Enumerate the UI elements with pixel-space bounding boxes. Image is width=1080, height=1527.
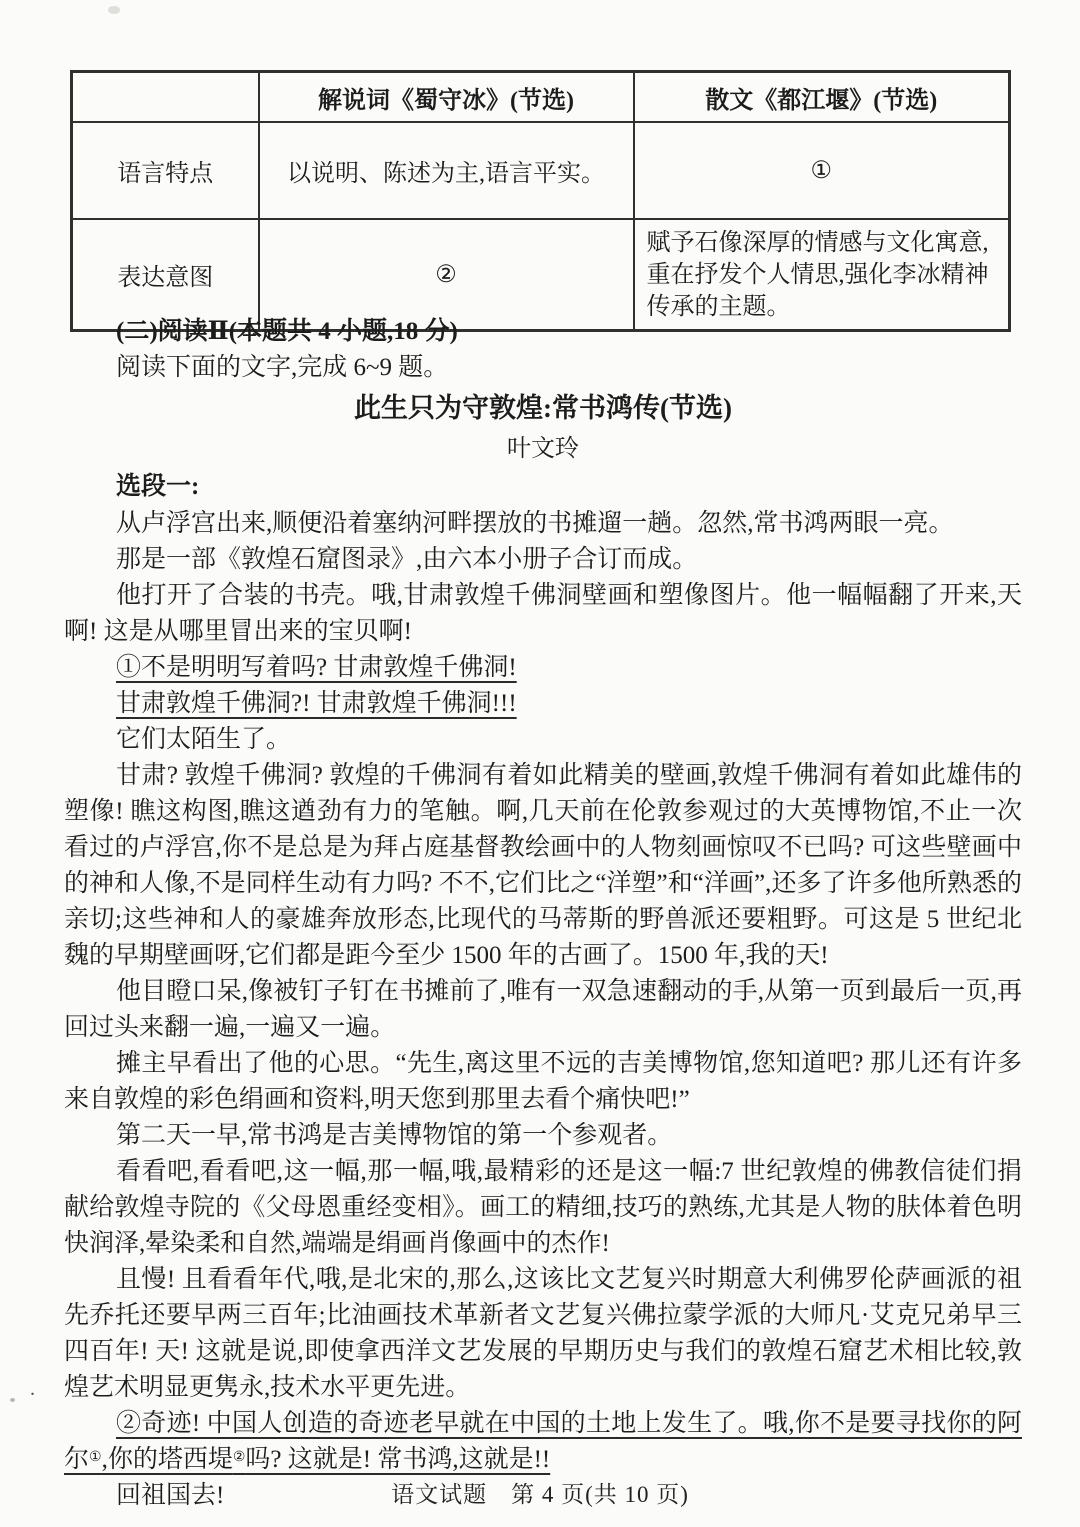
cell-language-commentary: 以说明、陈述为主,语言平实。	[259, 122, 634, 219]
footnote-ref-1: ①	[89, 1450, 102, 1465]
underlined-text-part: ②奇迹! 中国人创造的奇迹老早就在中国的土地上发生了。哦,你不是要寻找你的阿尔	[64, 1410, 1022, 1473]
scan-artifact-dot	[10, 1398, 15, 1402]
scan-artifact-mark: .	[30, 1378, 35, 1400]
row-label-expressive-intent: 表达意图	[72, 219, 259, 331]
cell-blank-1: ①	[634, 122, 1010, 219]
paragraph: 甘肃? 敦煌千佛洞? 敦煌的千佛洞有着如此精美的壁画,敦煌千佛洞有着如此雄伟的塑像! 瞧这构图,瞧这遒劲有力的笔触。啊,几天前在伦敦参观过的大英博物馆,不止一次看过的卢浮宫,你不是总是为拜占庭基督教绘画中的人物刻画惊叹不已吗? 可这些壁画中的神和人像,不是同样生动有力吗? 不不,它们比之“洋塑”和“洋画”,还多了许多他所熟悉的亲切;这些神和人的豪雄奔放形态,比现代的马蒂斯的野兽派还要粗野。可这是 5 世纪北魏的早期壁画呀,它们都是距今至少 1500 年的古画了。1500 年,我的天!	[64, 762, 1022, 969]
paragraph: 他目瞪口呆,像被钉子钉在书摊前了,唯有一双急速翻动的手,从第一页到最后一页,再回过头来翻一遍,一遍又一遍。	[64, 978, 1022, 1041]
paragraph: 且慢! 且看看年代,哦,是北宋的,那么,这该比文艺复兴时期意大利佛罗伦萨画派的祖先乔托还要早两三百年;比油画技术革新者文艺复兴佛拉蒙学派的大师凡·艾克兄弟早三四百年! 天! 这就是说,即使拿西洋文艺发展的早期历史与我们的敦煌石窟艺术相比较,敦煌艺术明显更隽永,技术水平更先进。	[64, 1266, 1022, 1401]
excerpt-label: 选段一:	[116, 473, 200, 500]
cell-blank-2: ②	[259, 219, 634, 331]
table-row-language-features	[72, 122, 1010, 219]
table-header-row	[72, 72, 1010, 123]
paragraph: 从卢浮宫出来,顺便沿着塞纳河畔摆放的书摊遛一趟。忽然,常书鸿两眼一亮。	[116, 510, 954, 537]
paragraph: 它们太陌生了。	[116, 726, 292, 753]
underlined-paragraph-with-footnotes	[64, 1406, 1022, 1478]
passage-author: 叶文玲	[507, 436, 579, 462]
comparison-table	[70, 70, 1011, 332]
table-corner-cell	[72, 72, 259, 123]
table-header-commentary: 解说词《蜀守冰》(节选)	[259, 72, 634, 123]
paragraph: 他打开了合装的书壳。哦,甘肃敦煌千佛洞壁画和塑像图片。他一幅幅翻了开来,天啊! 这是从哪里冒出来的宝贝啊!	[64, 582, 1022, 645]
closing-paragraph: 回祖国去!	[116, 1482, 225, 1509]
row-label-language-features: 语言特点	[72, 122, 259, 219]
passage-title: 此生只为守敦煌:常书鸿传(节选)	[354, 393, 732, 423]
section-heading: (二)阅读Ⅱ(本题共 4 小题,18 分)	[116, 318, 458, 345]
footnote-ref-2: ②	[232, 1450, 246, 1465]
table-header-prose: 散文《都江堰》(节选)	[634, 72, 1010, 123]
section-instruction: 阅读下面的文字,完成 6~9 题。	[116, 354, 449, 381]
paragraph: 第二天一早,常书鸿是吉美博物馆的第一个参观者。	[116, 1122, 673, 1149]
underlined-paragraph: 甘肃敦煌千佛洞?! 甘肃敦煌千佛洞!!!	[116, 690, 517, 717]
underlined-text-part: ,你的塔西堤	[101, 1446, 233, 1473]
reading-section	[64, 314, 1022, 1514]
cell-intent-prose: 赋予石像深厚的情感与文化寓意,重在抒发个人情思,强化李冰精神传承的主题。	[634, 219, 1010, 331]
page-footer: 语文试题 第 4 页(共 10 页)	[391, 1482, 689, 1507]
paragraph: 摊主早看出了他的心思。“先生,离这里不远的吉美博物馆,您知道吧? 那儿还有许多来自敦煌的彩色绢画和资料,明天您到那里去看个痛快吧!”	[64, 1050, 1022, 1113]
underlined-text-part: 吗? 这就是! 常书鸿,这就是!!	[245, 1446, 551, 1473]
paragraph: 那是一部《敦煌石窟图录》,由六本小册子合订而成。	[116, 546, 698, 573]
scan-artifact-smudge	[108, 6, 120, 14]
underlined-paragraph: ①不是明明写着吗? 甘肃敦煌千佛洞!	[116, 654, 517, 681]
paragraph: 看看吧,看看吧,这一幅,那一幅,哦,最精彩的还是这一幅:7 世纪敦煌的佛教信徒们捐献给敦煌寺院的《父母恩重经变相》。画工的精细,技巧的熟练,尤其是人物的肤体着色明快润泽,晕染柔和自然,端端是绢画肖像画中的杰作!	[64, 1158, 1022, 1257]
